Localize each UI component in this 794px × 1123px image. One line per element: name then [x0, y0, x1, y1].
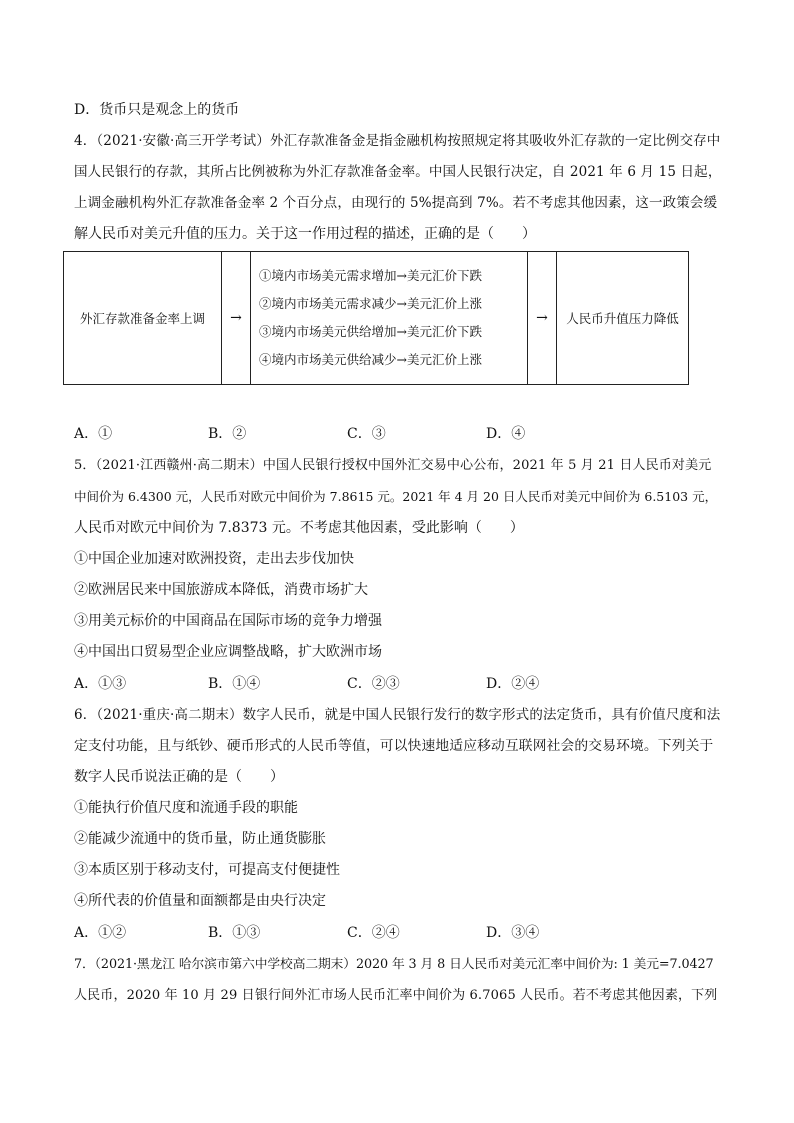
q5-line-1: 5．（2021·江西赣州·高二期末）中国人民银行授权中国外汇交易中心公布，2021 年 5 月 21 日人民币对美元 — [74, 458, 712, 473]
q6-statement-3: ③本质区别于移动支付，可提高支付便捷性 — [74, 862, 340, 878]
q5-option-a[interactable]: A．①③ — [74, 676, 127, 692]
q5-option-c[interactable]: C．②③ — [347, 676, 400, 692]
q4-flow-table — [63, 251, 689, 385]
flow-step-1: ①境内市场美元需求增加→美元汇价下跌 — [259, 268, 482, 283]
q4-line-3: 上调金融机构外汇存款准备金率 2 个百分点，由现行的 5%提高到 7%。若不考虑其他因素，这一政策会缓 — [74, 195, 718, 211]
q6-statement-2: ②能减少流通中的货币量，防止通货膨胀 — [74, 831, 326, 847]
q6-statement-4: ④所代表的价值量和面额都是由央行决定 — [74, 893, 326, 909]
q4-option-d[interactable]: D．④ — [486, 426, 526, 442]
q6-option-c[interactable]: C．②④ — [347, 925, 400, 941]
flow-step-3: ③境内市场美元供给增加→美元汇价下跌 — [259, 324, 482, 339]
q5-option-b[interactable]: B．①④ — [208, 676, 261, 692]
q4-line-1: 4．（2021·安徽·高三开学考试）外汇存款准备金是指金融机构按照规定将其吸收外汇存款的一定比例交存中 — [74, 133, 721, 149]
q6-line-3: 数字人民币说法正确的是（ ） — [74, 769, 284, 785]
q6-line-2: 定支付功能，且与纸钞、硬币形式的人民币等值，可以快速地适应移动互联网社会的交易环境。下列关于 — [74, 738, 714, 754]
q4-line-2: 国人民银行的存款，其所占比例被称为外汇存款准备金率。中国人民银行决定，自 2021 年 6 月 15 日起， — [74, 164, 722, 180]
q6-line-1: 6．（2021·重庆·高二期末）数字人民币，就是中国人民银行发行的数字形式的法定货币，具有价值尺度和法 — [74, 707, 721, 723]
q6-option-a[interactable]: A．①② — [74, 925, 127, 941]
flow-step-2: ②境内市场美元需求减少→美元汇价上涨 — [259, 296, 482, 311]
q4-line-4: 解人民币对美元升值的压力。关于这一作用过程的描述，正确的是（ ） — [74, 226, 536, 242]
flow-arrow-1: → — [222, 252, 251, 385]
q6-statement-1: ①能执行价值尺度和流通手段的职能 — [74, 800, 298, 816]
q4-option-c[interactable]: C．③ — [347, 426, 386, 442]
q4-option-b[interactable]: B．② — [208, 426, 247, 442]
q5-line-3: 人民币对欧元中间价为 7.8373 元。不考虑其他因素，受此影响（ ） — [74, 520, 524, 536]
q5-option-d[interactable]: D．②④ — [486, 676, 540, 692]
q7-line-2: 人民币，2020 年 10 月 29 日银行间外汇市场人民币汇率中间价为 6.7065 人民币。若不考虑其他因素，下列 — [74, 988, 718, 1003]
q5-statement-3: ③用美元标价的中国商品在国际市场的竞争力增强 — [74, 613, 382, 629]
flow-result-cell: 人民币升值压力降低 — [557, 252, 689, 385]
q6-option-b[interactable]: B．①③ — [208, 925, 261, 941]
flow-start-cell: 外汇存款准备金率上调 — [64, 252, 222, 385]
q7-line-1: 7．（2021·黑龙江 哈尔滨市第六中学校高二期末）2020 年 3 月 8 日人民币对美元汇率中间价为: 1 美元=7.0427 — [74, 957, 714, 972]
flow-middle-cell — [251, 252, 528, 385]
flow-step-4: ④境内市场美元供给减少→美元汇价上涨 — [259, 352, 482, 367]
q6-option-d[interactable]: D．③④ — [486, 925, 540, 941]
q4-option-a[interactable]: A．① — [74, 426, 113, 442]
q5-statement-4: ④中国出口贸易型企业应调整战略，扩大欧洲市场 — [74, 644, 382, 660]
q5-line-2: 中间价为 6.4300 元，人民币对欧元中间价为 7.8615 元。2021 年 4 月 20 日人民币对美元中间价为 6.5103 元， — [74, 489, 718, 504]
flow-arrow-2: → — [528, 252, 557, 385]
prev-option-d: D．货币只是观念上的货币 — [74, 102, 240, 118]
q5-statement-2: ②欧洲居民来中国旅游成本降低，消费市场扩大 — [74, 582, 368, 598]
q5-statement-1: ①中国企业加速对欧洲投资，走出去步伐加快 — [74, 551, 354, 567]
